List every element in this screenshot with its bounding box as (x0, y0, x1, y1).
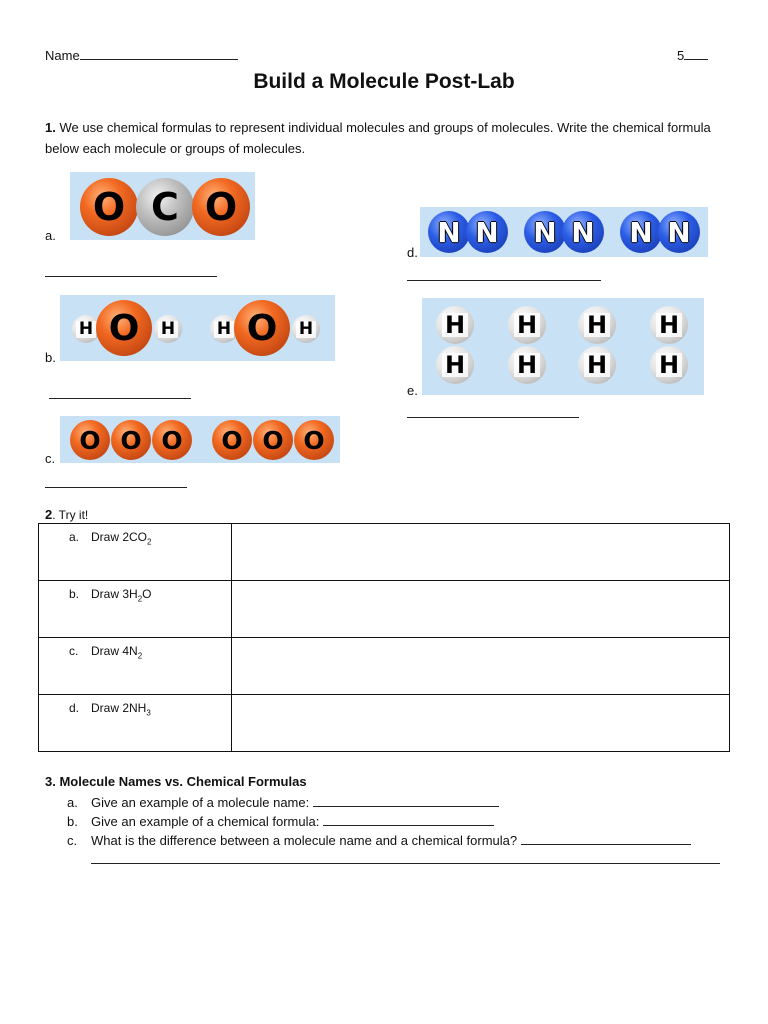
draw-table (38, 523, 730, 752)
molecule-image-e (422, 298, 704, 395)
hydrogen-atom: H (508, 306, 546, 344)
row-subscript: 2 (137, 651, 143, 661)
name-blank[interactable] (80, 48, 238, 60)
q2-label: . Try it! (52, 508, 89, 522)
q1-instructions (45, 117, 735, 159)
item-a-letter: a. (45, 228, 56, 243)
row-text: Draw 2NH (91, 701, 147, 715)
score-label: 5 (677, 48, 685, 63)
nitrogen-atom: N (428, 211, 470, 253)
row-subscript: 2 (147, 537, 152, 547)
drawing-area[interactable] (232, 524, 730, 581)
hydrogen-atom: H (292, 315, 320, 343)
name-field[interactable] (45, 48, 238, 64)
row-text: Draw 2CO (91, 530, 148, 544)
answer-blank-q3b[interactable] (323, 814, 494, 826)
hydrogen-atom: H (436, 346, 474, 384)
molecule-image-a (70, 172, 255, 240)
hydrogen-atom: H (508, 346, 546, 384)
nitrogen-atom: N (562, 211, 604, 253)
score-field (677, 48, 708, 64)
answer-blank-d[interactable] (407, 279, 601, 281)
hydrogen-atom: H (650, 346, 688, 384)
name-label: Name (45, 48, 80, 63)
q1-number: 1. (45, 120, 56, 135)
oxygen-atom: O (212, 420, 252, 460)
oxygen-atom: O (234, 300, 290, 356)
q3-item-c (67, 831, 691, 850)
page-title: Build a Molecule Post-Lab (253, 70, 515, 93)
table-row (39, 524, 730, 581)
molecule-image-c (60, 416, 340, 463)
hydrogen-atom: H (650, 306, 688, 344)
drawing-area[interactable] (232, 581, 730, 638)
row-letter: d. (69, 701, 80, 715)
molecule-image-b (60, 295, 335, 361)
row-text: Draw 3H (91, 587, 138, 601)
oxygen-atom: O (70, 420, 110, 460)
item-c-letter: c. (45, 451, 56, 466)
hydrogen-atom: H (436, 306, 474, 344)
row-text: Draw 4N (91, 644, 138, 658)
table-row (39, 695, 730, 752)
nitrogen-atom: N (620, 211, 662, 253)
q3-letter: a. (67, 795, 78, 810)
row-letter: b. (69, 587, 80, 601)
drawing-area[interactable] (232, 638, 730, 695)
answer-blank-q3c-continued[interactable] (91, 862, 720, 864)
item-b-letter: b. (45, 350, 56, 365)
q3-letter: c. (67, 833, 78, 848)
oxygen-atom: O (80, 178, 138, 236)
oxygen-atom: O (96, 300, 152, 356)
nitrogen-atom: N (524, 211, 566, 253)
score-blank[interactable] (684, 48, 708, 60)
carbon-atom: C (136, 178, 194, 236)
hydrogen-atom: H (578, 306, 616, 344)
q3-heading: 3. Molecule Names vs. Chemical Formulas (45, 774, 307, 789)
table-row (39, 581, 730, 638)
draw-prompt-cell (39, 524, 232, 581)
hydrogen-atom: H (578, 346, 616, 384)
q3-item-a (67, 793, 499, 812)
q3-text: What is the difference between a molecule name and a chemical formula? (91, 833, 521, 848)
q3-item-b (67, 812, 494, 831)
hydrogen-atom: H (72, 315, 100, 343)
q2-number: 2 (45, 507, 53, 522)
item-d-letter: d. (407, 245, 418, 260)
row-letter: a. (69, 530, 80, 544)
answer-blank-a[interactable] (45, 275, 217, 277)
draw-prompt-cell (39, 581, 232, 638)
row-letter: c. (69, 644, 79, 658)
answer-blank-b[interactable] (49, 397, 191, 399)
row-subscript: 3 (146, 708, 151, 718)
table-row (39, 638, 730, 695)
drawing-area[interactable] (232, 695, 730, 752)
oxygen-atom: O (192, 178, 250, 236)
q1-text: We use chemical formulas to represent individual molecules and groups of molecules. Write the chemical formula below each molecule or groups of molecules. (45, 120, 711, 156)
q3-text: Give an example of a chemical formula: (91, 814, 323, 829)
q2-heading (45, 507, 88, 522)
nitrogen-atom: N (658, 211, 700, 253)
oxygen-atom: O (111, 420, 151, 460)
oxygen-atom: O (253, 420, 293, 460)
answer-blank-c[interactable] (45, 486, 187, 488)
q3-letter: b. (67, 814, 78, 829)
q3-text: Give an example of a molecule name: (91, 795, 313, 810)
item-e-letter: e. (407, 383, 418, 398)
molecule-image-d (420, 207, 708, 257)
answer-blank-e[interactable] (407, 416, 579, 418)
nitrogen-atom: N (466, 211, 508, 253)
oxygen-atom: O (152, 420, 192, 460)
row-subscript: 2 (137, 594, 143, 604)
hydrogen-atom: H (154, 315, 182, 343)
oxygen-atom: O (294, 420, 334, 460)
answer-blank-q3a[interactable] (313, 795, 499, 807)
draw-prompt-cell (39, 638, 232, 695)
hydrogen-atom: H (210, 315, 238, 343)
answer-blank-q3c[interactable] (521, 833, 691, 845)
draw-prompt-cell (39, 695, 232, 752)
row-tail: O (142, 587, 152, 601)
